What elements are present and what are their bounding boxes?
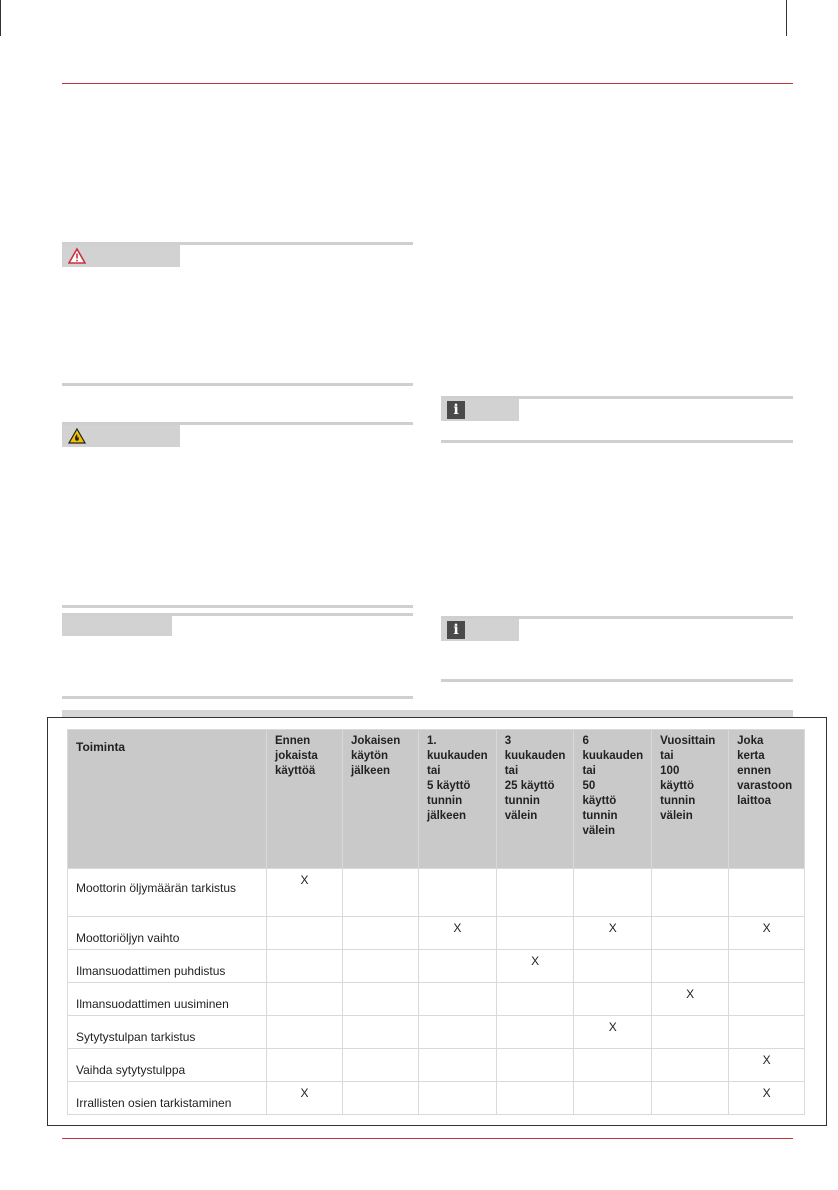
column-header-line: tunnin [427,795,463,807]
info2-label-tab [441,619,519,641]
column-header-line: ennen [737,765,772,777]
schedule-mark [343,869,419,917]
table-row [68,1049,805,1082]
maintenance-action: Irrallisten osien tarkistaminen [68,1082,267,1115]
schedule-mark [652,1082,729,1115]
schedule-mark [574,983,652,1016]
table-body [68,869,805,1115]
table-row [68,869,805,917]
info-glyph: i [447,401,465,419]
schedule-mark [343,1016,419,1049]
column-header-line: 50 [582,780,596,792]
schedule-mark [574,1049,652,1082]
schedule-mark [267,950,343,983]
column-header-line: 3 [504,735,512,747]
column-header-line: Vuosittain [660,735,716,747]
schedule-mark [729,950,805,983]
note-label-tab [62,616,172,636]
column-header-line: 1. [427,735,437,747]
schedule-mark: X [267,869,343,917]
column-header-line: 100 [660,765,680,777]
table-row [68,983,805,1016]
fire-bottom-bar [62,605,413,608]
column-header-4 [496,730,574,869]
warning-bottom-bar [62,383,413,386]
schedule-mark [652,1049,729,1082]
column-header-line: välein [504,810,538,822]
fire-hazard-icon [68,427,86,445]
schedule-mark [267,1016,343,1049]
schedule-mark [343,917,419,950]
info1-label-tab [441,399,519,421]
table-underlay-strip [62,710,793,717]
schedule-mark [496,917,574,950]
schedule-mark [496,1016,574,1049]
column-header-line: välein [660,810,693,822]
schedule-mark: X [496,950,574,983]
note-bottom-bar [62,696,413,699]
column-header-line: Ennen [275,735,311,747]
schedule-mark [652,869,729,917]
schedule-mark [419,1049,497,1082]
schedule-mark [652,1016,729,1049]
column-header-2 [343,730,419,869]
column-header-line: käyttöä [275,765,316,777]
column-header-line: käyttö [660,780,695,792]
schedule-mark [419,869,497,917]
info-icon [447,621,465,639]
column-header-line: jälkeen [427,810,466,822]
schedule-mark: X [729,1049,805,1082]
table-row [68,1082,805,1115]
schedule-mark: X [729,917,805,950]
column-header-6 [652,730,729,869]
schedule-mark [574,869,652,917]
schedule-mark [729,983,805,1016]
info-glyph: i [447,621,465,639]
table-row [68,950,805,983]
column-header-0 [68,730,267,869]
schedule-mark: X [267,1082,343,1115]
column-header-line: laittoa [737,795,772,807]
column-header-line: tunnin [660,795,696,807]
schedule-mark: X [652,983,729,1016]
column-header-line: kerta [737,750,765,762]
schedule-mark [496,1049,574,1082]
column-header-line: tai [660,750,674,762]
schedule-mark: X [574,917,652,950]
schedule-mark [496,983,574,1016]
schedule-mark: X [419,917,497,950]
maintenance-action: Moottorin öljymäärän tarkistus [68,869,267,917]
schedule-mark [267,1049,343,1082]
schedule-mark [267,983,343,1016]
schedule-mark [496,1082,574,1115]
schedule-mark [729,1016,805,1049]
schedule-mark [574,950,652,983]
schedule-mark [419,1082,497,1115]
table-header-row [68,730,805,869]
column-header-line: Joka [737,735,764,747]
column-header-line: 5 käyttö [427,780,471,792]
crop-mark-right [786,0,787,36]
column-header-line: jälkeen [351,765,390,777]
maintenance-action: Sytytystulpan tarkistus [68,1016,267,1049]
column-header-line: käyttö [582,795,617,807]
column-header-line: 6 [582,735,589,747]
bottom-rule [62,1138,793,1139]
column-header-line: käytön [351,750,389,762]
maintenance-action: Vaihda sytytystulppa [68,1049,267,1082]
schedule-mark [729,869,805,917]
schedule-mark [652,917,729,950]
schedule-mark [652,950,729,983]
maintenance-table-frame [47,717,827,1126]
schedule-mark: X [574,1016,652,1049]
warning-label-tab [62,245,180,267]
column-header-line: varastoon [737,780,793,792]
schedule-mark [343,1049,419,1082]
column-header-5 [574,730,652,869]
warning-triangle-icon [68,247,86,265]
fire-label-tab [62,425,180,447]
schedule-mark [419,983,497,1016]
schedule-mark: X [729,1082,805,1115]
column-header-line: tunnin [582,810,618,822]
column-header-line: kuukauden [582,750,644,762]
column-header-1 [267,730,343,869]
schedule-mark [343,983,419,1016]
column-header-3 [419,730,497,869]
schedule-mark [574,1082,652,1115]
info2-bottom-bar [441,679,793,682]
column-header-line: kuukauden [504,750,566,762]
column-header-line: kuukauden [427,750,488,762]
column-header-line: Jokaisen [351,735,401,747]
schedule-mark [343,1082,419,1115]
column-header-line: jokaista [275,750,318,762]
schedule-mark [496,869,574,917]
column-header-7 [729,730,805,869]
maintenance-action: Ilmansuodattimen uusiminen [68,983,267,1016]
column-header-line: Toiminta [76,740,126,754]
schedule-mark [419,1016,497,1049]
info1-bottom-bar [441,440,793,443]
table-row [68,1016,805,1049]
maintenance-action: Moottoriöljyn vaihto [68,917,267,950]
column-header-line: tai [504,765,519,777]
schedule-mark [267,917,343,950]
column-header-line: välein [582,825,616,837]
column-header-line: tunnin [504,795,540,807]
column-header-line: tai [582,765,596,777]
info-icon [447,401,465,419]
column-header-line: tai [427,765,441,777]
schedule-mark [343,950,419,983]
table-row [68,917,805,950]
column-header-line: 25 käyttö [504,780,555,792]
top-rule [62,83,793,84]
schedule-mark [419,950,497,983]
maintenance-action: Ilmansuodattimen puhdistus [68,950,267,983]
maintenance-schedule-table [67,729,805,1115]
crop-mark-left [0,0,1,36]
